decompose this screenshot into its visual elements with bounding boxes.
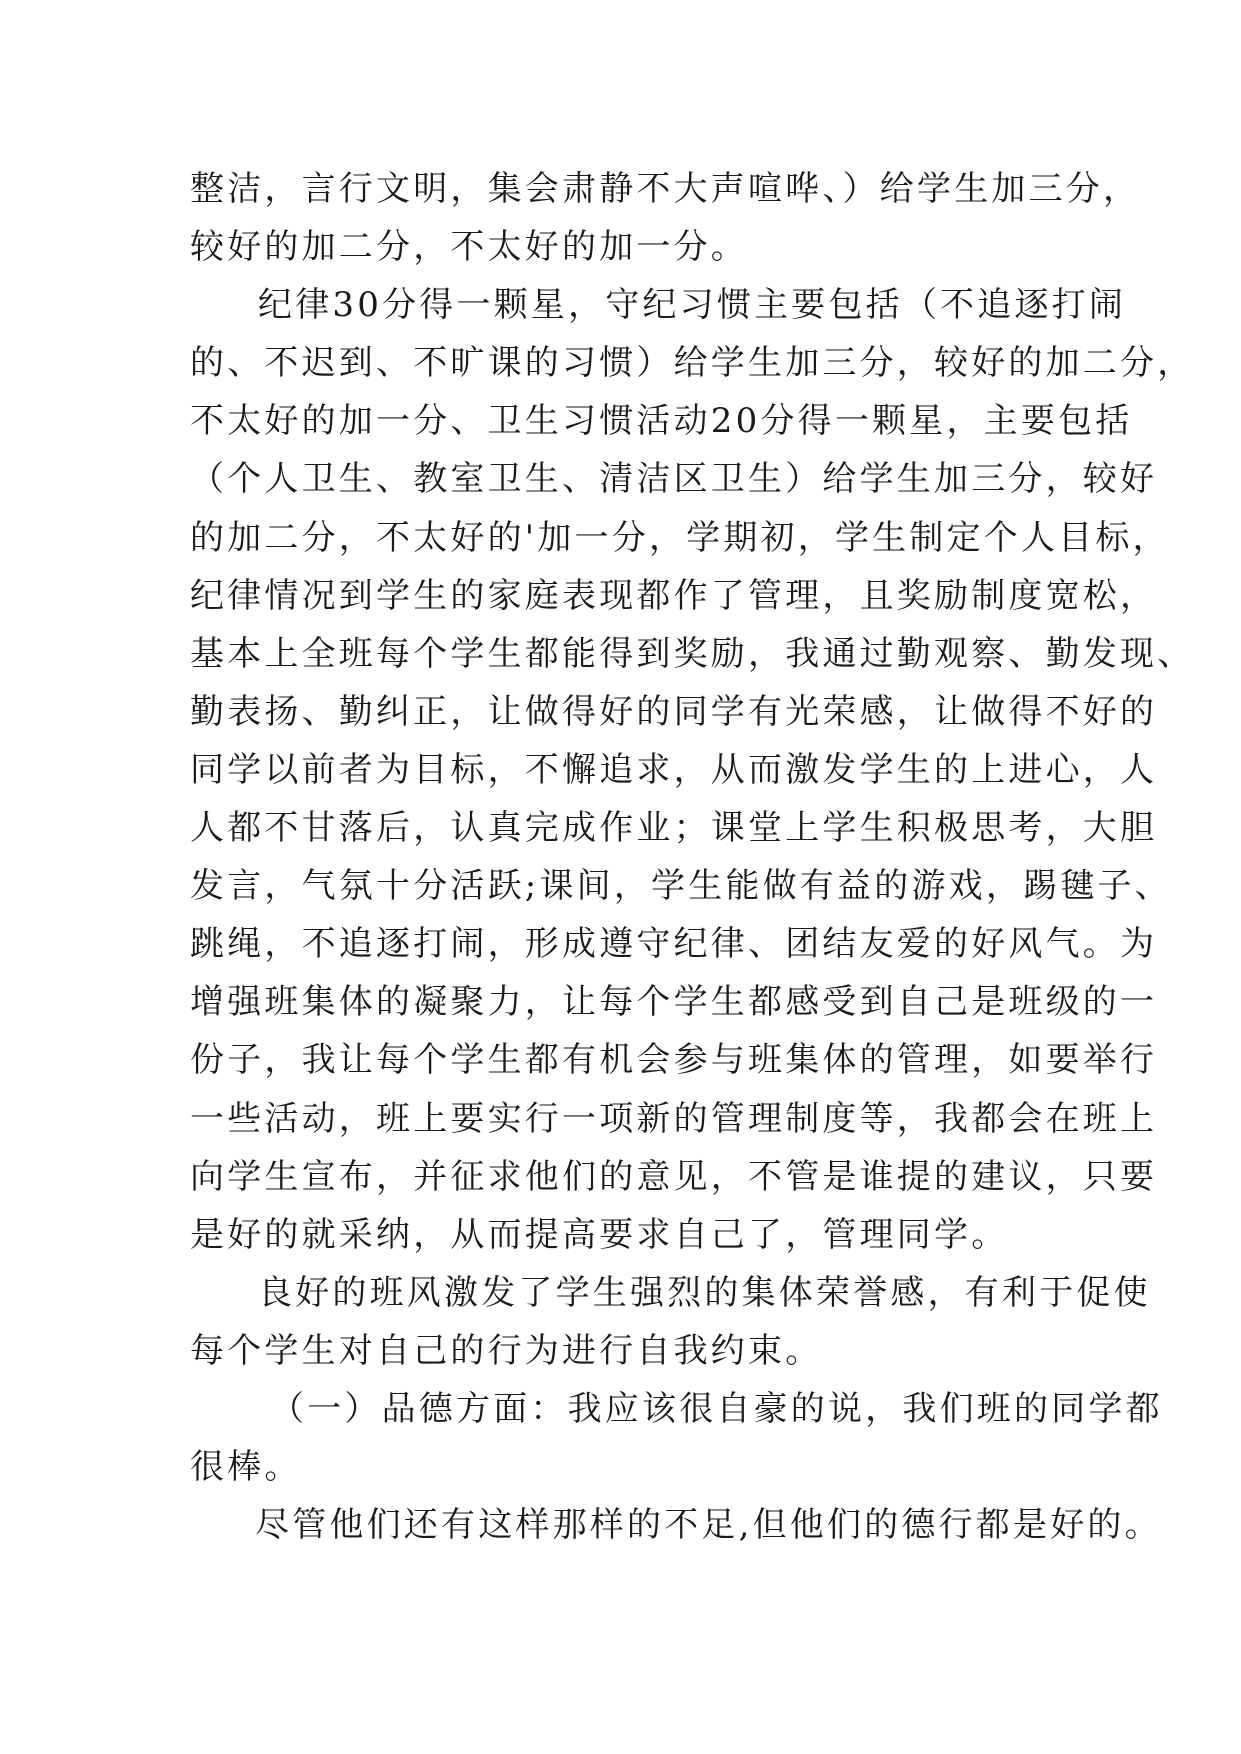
paragraph-line: 的加二分，不太好的'加一分，学期初，学生制定个人目标，	[190, 517, 1170, 558]
paragraph-line: 增强班集体的凝聚力，让每个学生都感受到自己是班级的一	[190, 982, 1158, 1023]
paragraph-line: 尽管他们还有这样那样的不足,但他们的德行都是好的。	[255, 1505, 1162, 1546]
paragraph-line: 纪律情况到学生的家庭表现都作了管理，且奖励制度宽松，	[190, 575, 1158, 616]
paragraph-line: 跳绳，不追逐打闹，形成遵守纪律、团结友爱的好风气。为	[190, 924, 1158, 965]
paragraph-line: 人都不甘落后，认真完成作业；课堂上学生积极思考，大胆	[190, 808, 1158, 849]
paragraph-line: 发言，气氛十分活跃;课间，学生能做有益的游戏，踢毽子、	[190, 866, 1172, 907]
paragraph-line: 整洁，言行文明，集会肃静不大声喧哗、）给学生加三分，	[190, 169, 1141, 209]
document-body	[190, 160, 1195, 1554]
paragraph-line: 每个学生对自己的行为进行自我约束。	[190, 1330, 823, 1371]
paragraph-line: 很棒。	[190, 1447, 302, 1488]
paragraph-line: 纪律30分得一颗星，守纪习惯主要包括（不追逐打闹	[258, 285, 1127, 326]
paragraph-line: 份子，我让每个学生都有机会参与班集体的管理，如要举行	[190, 1040, 1158, 1081]
paragraph-line: 较好的加二分，不太好的加一分。	[190, 227, 748, 268]
paragraph-line: （个人卫生、教室卫生、清洁区卫生）给学生加三分，较好	[190, 459, 1158, 500]
paragraph-line: 的、不迟到、不旷课的习惯）给学生加三分，较好的加二分，	[190, 343, 1195, 384]
paragraph-line: （一）品德方面：我应该很自豪的说，我们班的同学都	[270, 1388, 1163, 1429]
paragraph-line: 向学生宣布，并征求他们的意见，不管是谁提的建议，只要	[190, 1156, 1158, 1197]
paragraph-line: 良好的班风激发了学生强烈的集体荣誉感，有利于促使	[258, 1272, 1151, 1313]
paragraph-line: 同学以前者为目标，不懈追求，从而激发学生的上进心，人	[190, 749, 1158, 790]
paragraph-line: 勤表扬、勤纠正，让做得好的同学有光荣感，让做得不好的	[190, 691, 1158, 732]
paragraph-line: 不太好的加一分、卫生习惯活动20分得一颗星，主要包括	[190, 401, 1133, 442]
paragraph-line: 一些活动，班上要实行一项新的管理制度等，我都会在班上	[190, 1098, 1158, 1139]
paragraph-line: 基本上全班每个学生都能得到奖励，我通过勤观察、勤发现、	[190, 633, 1195, 674]
paragraph-line: 是好的就采纳，从而提高要求自己了，管理同学。	[190, 1214, 1009, 1255]
